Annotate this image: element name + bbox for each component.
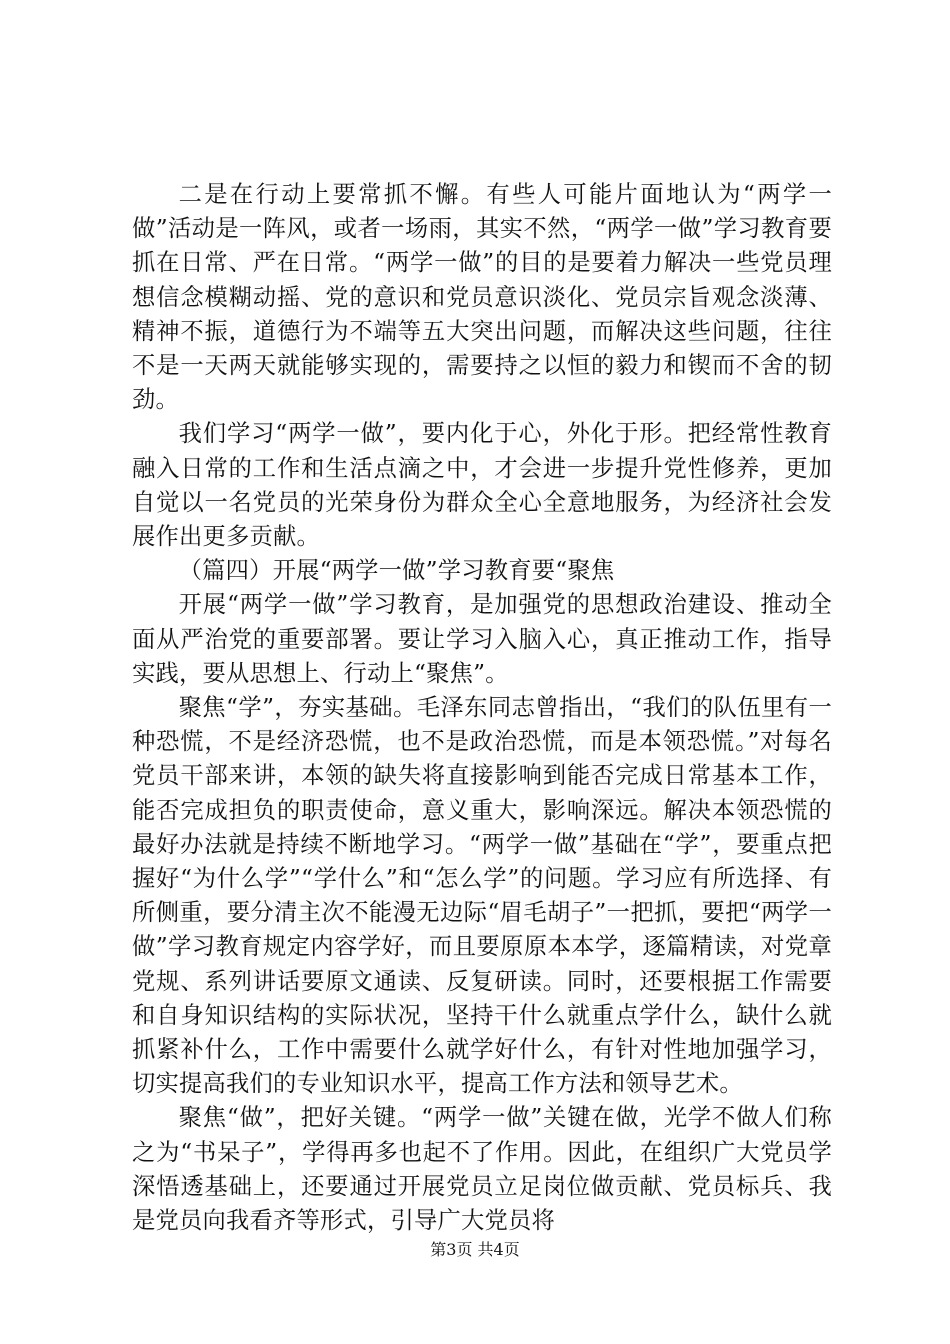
paragraph-focus-study: 聚焦“学”，夯实基础。毛泽东同志曾指出，“我们的队伍里有一种恐慌，不是经济恐慌，也不是政治恐慌，而是本领恐慌。”对每名党员干部来讲，本领的缺失将直接影响到能否完成日常基本工作，能否完成担负的职责使命，意义重大，影响深远。解决本领恐慌的最好办法就是持续不断地学习。“两学一做”基础在“学”，要重点把握好“为什么学”“学什么”和“怎么学”的问题。学习应有所选择、有所侧重，要分清主次不能漫无边际“眉毛胡子”一把抓，要把“两学一做”学习教育规定内容学好，而且要原原本本学，逐篇精读，对党章党规、系列讲话要原文通读、反复研读。同时，还要根据工作需要和自身知识结构的实际状况，坚持干什么就重点学什么，缺什么就抓紧补什么，工作中需要什么就学好什么，有针对性地加强学习，切实提高我们的专业知识水平，提高工作方法和领导艺术。 [132,694,832,1098]
paragraph-internalize: 我们学习“两学一做”，要内化于心，外化于形。把经常性教育融入日常的工作和生活点滴之中，才会进一步提升党性修养，更加自觉以一名党员的光荣身份为群众全心全意地服务，为经济社会发展作出更多贡献。 [132,420,832,551]
paragraph-action-persistence: 二是在行动上要常抓不懈。有些人可能片面地认为“两学一做”活动是一阵风，或者一场雨，其实不然，“两学一做”学习教育要抓在日常、严在日常。“两学一做”的目的是要着力解决一些党员理想信念模糊动摇、党的意识和党员意识淡化、党员宗旨观念淡薄、精神不振，道德行为不端等五大突出问题，而解决这些问题，往往不是一天两天就能够实现的，需要持之以恒的毅力和锲而不舍的韧劲。 [132,181,832,414]
document-body [132,178,832,1238]
paragraph-intro-focus: 开展“两学一做”学习教育，是加强党的思想政治建设、推动全面从严治党的重要部署。要让学习入脑入心，真正推动工作，指导实践，要从思想上、行动上“聚焦”。 [132,591,832,687]
paragraph-focus-do: 聚焦“做”，把好关键。“两学一做”关键在做，光学不做人们称之为“书呆子”，学得再多也起不了作用。因此，在组织广大党员学深悟透基础上，还要通过开展党员立足岗位做贡献、党员标兵、我是党员向我看齐等形式，引导广大党员将 [132,1104,832,1235]
page-number-footer: 第3页 共4页 [430,1240,520,1259]
section-heading-part-four: （篇四）开展“两学一做”学习教育要“聚焦 [178,557,615,585]
